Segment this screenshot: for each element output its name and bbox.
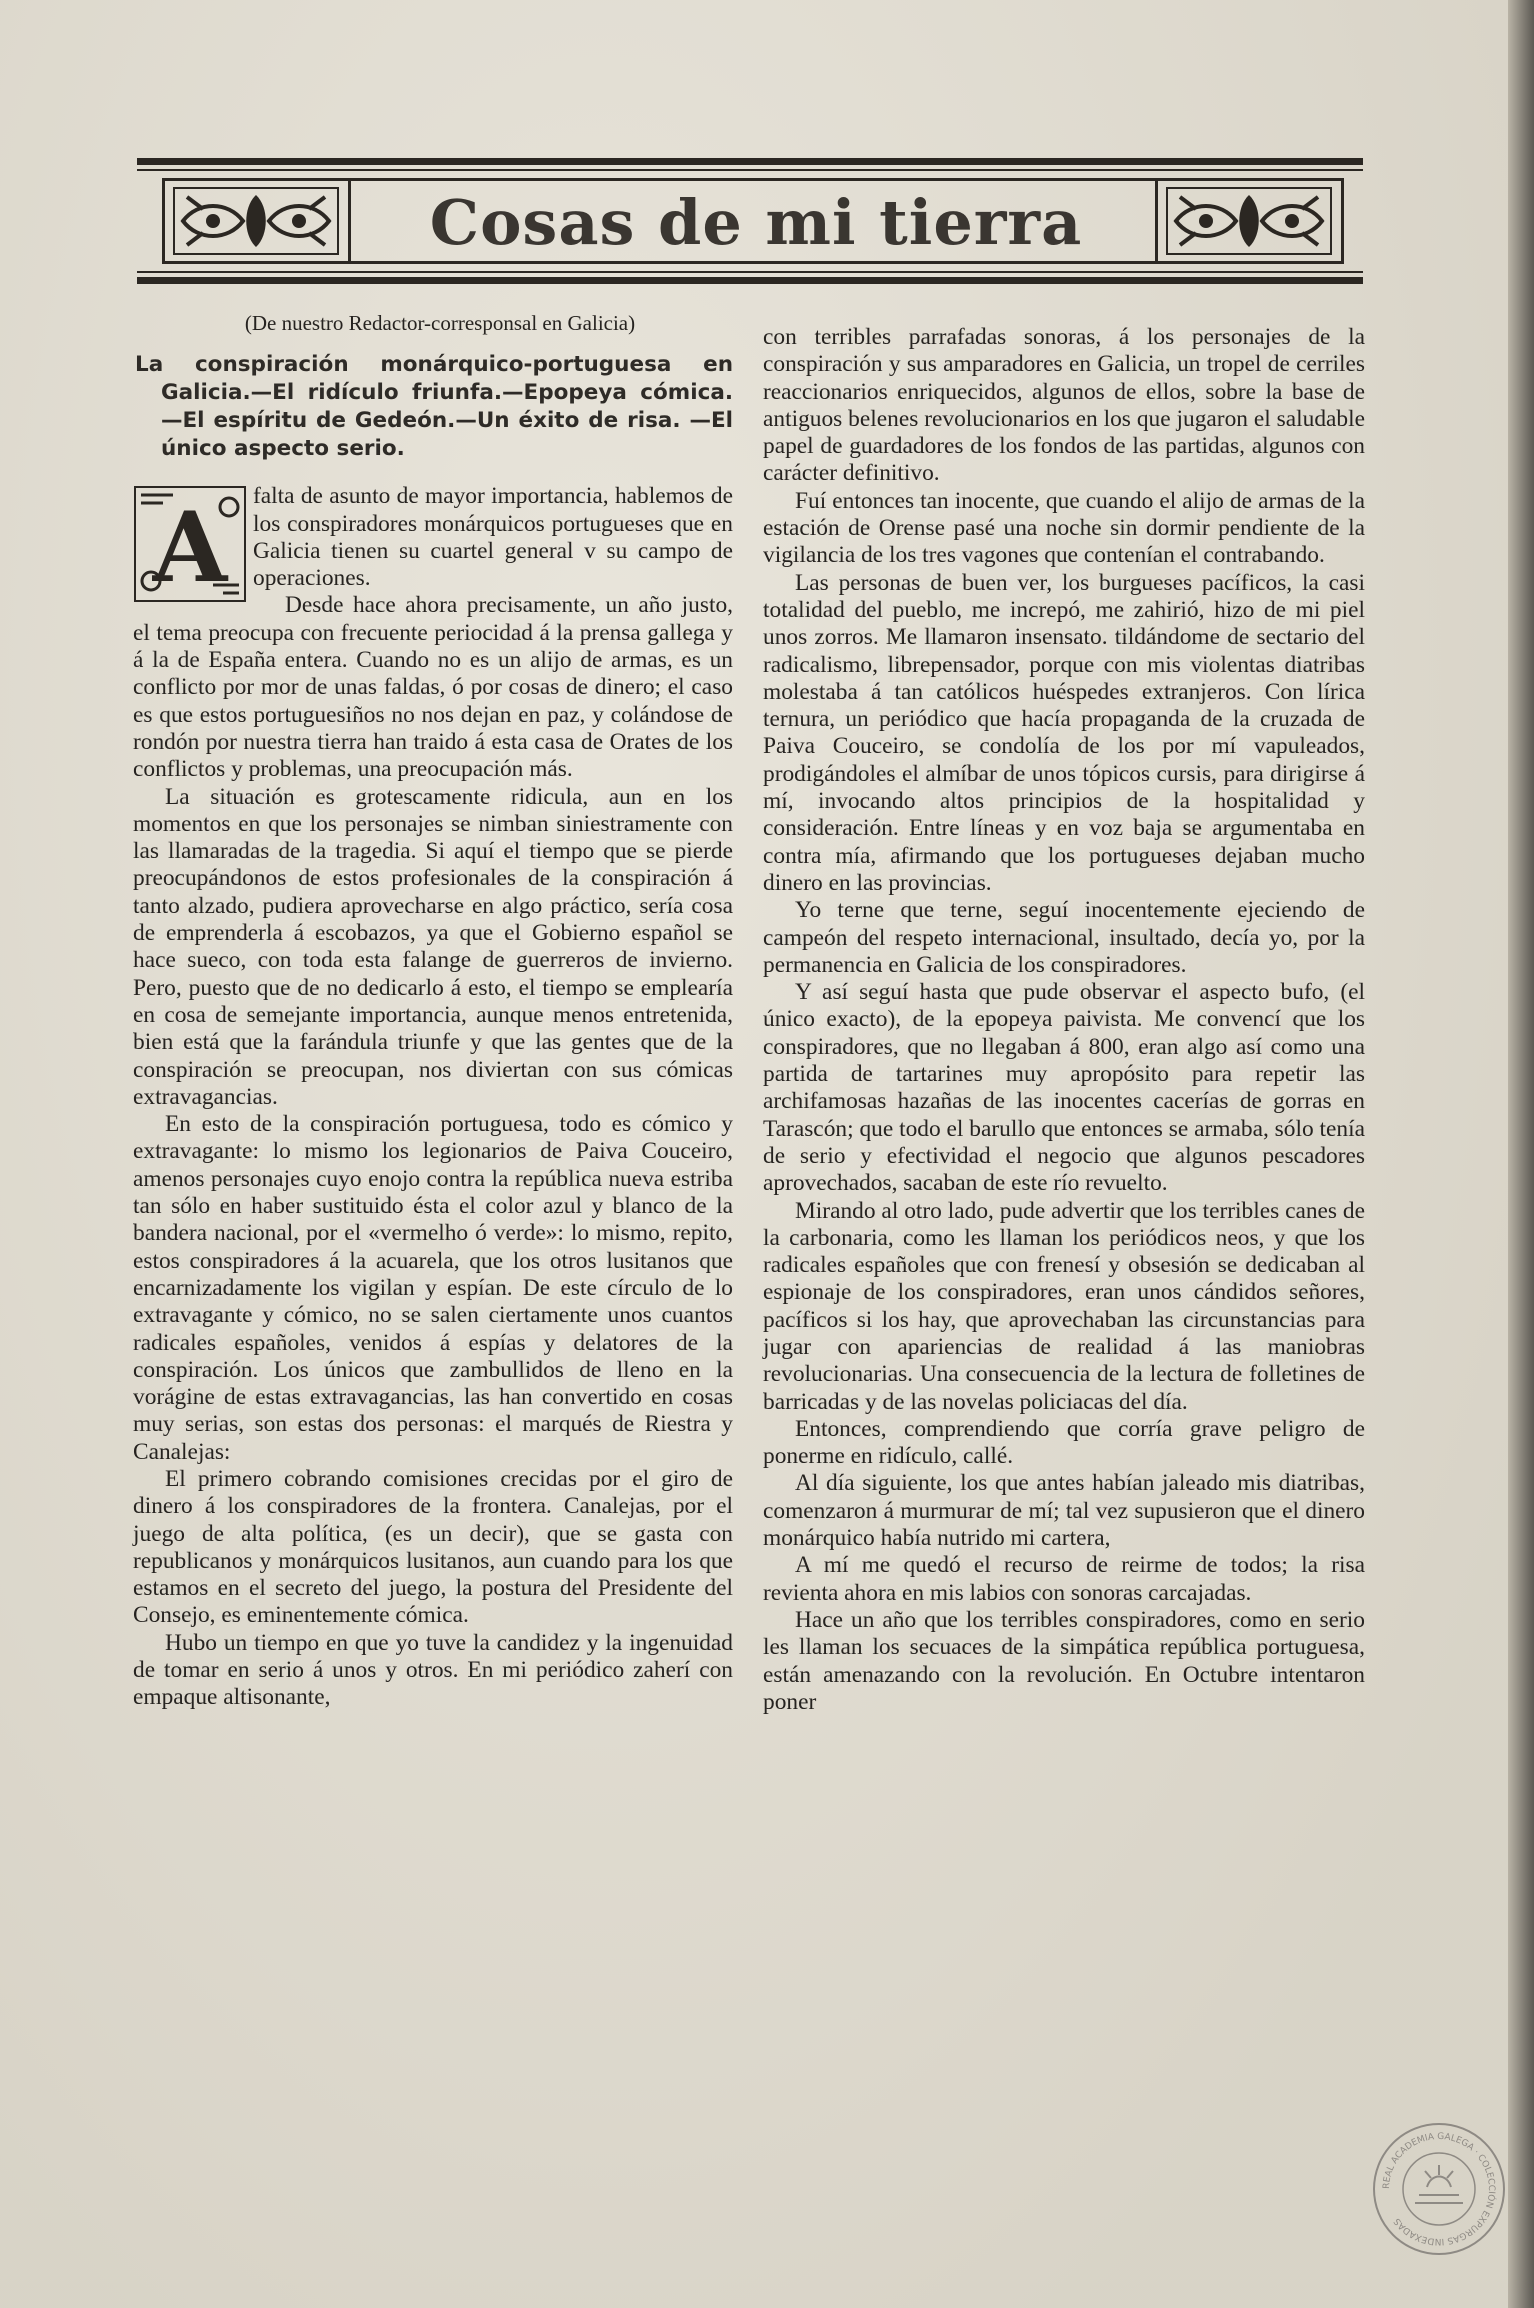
- paragraph: Hubo un tiempo en que yo tuve la candidez y la ingenuidad de tomar en serio á unos y otros. En mi periódico zaherí con empaque altisonante,: [133, 1629, 733, 1711]
- banner-rule-top-thick: [137, 158, 1363, 165]
- banner-rule-top-thin: [137, 169, 1363, 171]
- stamp-text: REAL ACADEMIA GALEGA · COLECCIÓN EXPURGAS INDEXADAS: [1381, 2131, 1497, 2247]
- left-column: [133, 310, 733, 1712]
- paragraph: Y así seguí hasta que pude observar el aspecto bufo, (el único exacto), de la epopeya paivista. Me convencí que los conspiradores, que no llegaban á 800, eran algo así como una partida de tartarines muy apropósito para repetir las archifamosas hazañas de las inocentes cacerías de gorras en Tarascón; que todo el barullo que entonces se armaba, sólo tenía de serio y efectividad el negocio que algunos pescadores aprovechados, sacaban de este río revuelto.: [763, 979, 1365, 1197]
- library-stamp-icon: [1373, 2123, 1505, 2255]
- ornament-right-icon: [1155, 181, 1341, 261]
- title-banner: [137, 158, 1363, 286]
- paragraph: Yo terne que terne, seguí inocentemente ejeciendo de campeón del respeto internacional, insultado, decía yo, por la permanencia en Galicia de los conspiradores.: [763, 897, 1365, 978]
- banner-frame: [162, 178, 1344, 264]
- banner-rule-bottom-thick: [137, 277, 1363, 284]
- dropcap-letter: A: [152, 491, 228, 604]
- page-edge: [1508, 0, 1534, 2308]
- paragraph: La situación es grotescamente ridicula, aun en los momentos en que los personajes se nimban siniestramente con las llamaradas de la tragedia. Si aquí el tiempo que se pierde preocupándonos de estos profesionales de la conspiración á tanto alzado, pudiera aprovecharse en algo práctico, sería cosa de emprenderla á escobazos, ya que el Gobierno español se hace sueco, con toda esta falange de guerreros de invierno. Pero, puesto que de no dedicarlo á esto, el tiempo se emplearía en cosa de semejante importancia, aunque menos entretenida, bien está que la farándula triunfe y que las gentes que de la conspiración se preocupan, nos diviertan con sus cómicas extravagancias.: [133, 783, 733, 1110]
- paragraph: con terribles parrafadas sonoras, á los personajes de la conspiración y sus amparadores en Galicia, un tropel de cerriles reaccionarios enriquecidos, algunos de ellos, sobre la base de antiguos belenes revolucionarios en los que jugaron el saludable papel de guardadores de los fondos de las partidas, algunos con carácter definitivo.: [763, 324, 1365, 487]
- paragraph: Hace un año que los terribles conspiradores, como en serio les llaman los secuaces de la simpática república portuguesa, están amenazando con la revolución. En Octubre intentaron poner: [763, 1606, 1365, 1715]
- lead-text: falta de asunto de mayor importancia, hablemos de los conspiradores monárquicos portugueses que en Galicia tienen su cuartel general v su campo de operaciones.: [253, 483, 733, 592]
- svg-text:REAL ACADEMIA GALEGA · COLECCI: [1382, 2132, 1498, 2246]
- paragraph: Mirando al otro lado, pude advertir que los terribles canes de la carbonaria, como les llaman los periódicos neos, y que los radicales españoles que con frenesí y obsesión se dedicaban al espionaje de los conspiradores, eran unos cándidos señores, pacíficos si los hay, que aprovechaban las circunstancias para jugar con apariencias de realidad á las maniobras revolucionarias. Una consecuencia de la lectura de folletines de barricadas y de las novelas policiacas del día.: [763, 1197, 1365, 1415]
- lead-paragraph: [133, 483, 733, 604]
- article-subtitle: La conspiración monárquico-portuguesa en Galicia.—El ridículo friunfa.—Epopeya cómica.—El espíritu de Gedeón.—Un éxito de risa. —El único aspecto serio.: [135, 352, 733, 462]
- paragraph: Entonces, comprendiendo que corría grave peligro de ponerme en ridículo, callé.: [763, 1415, 1365, 1470]
- paragraph: El primero cobrando comisiones crecidas por el giro de dinero á los conspiradores de la frontera. Canalejas, por el juego de alta política, (es un decir), que se gasta con republicanos y monárquicos lusitanos, aun cuando para los que estamos en el secreto del juego, la postura del Presidente del Consejo, es eminentemente cómica.: [133, 1465, 733, 1629]
- banner-rule-bottom-thin: [137, 271, 1363, 273]
- paragraph: Fuí entonces tan inocente, que cuando el alijo de armas de la estación de Orense pasé una noche sin dormir pendiente de la vigilancia de los tres vagones que contenían el contrabando.: [763, 487, 1365, 569]
- paragraph: Las personas de buen ver, los burgueses pacíficos, la casi totalidad del pueblo, me increpó, me zahirió, hizo de mi piel unos zorros. Me llamaron insensato. tildándome de sectario del radicalismo, librepensador, porque con mis violentas diatribas molestaba á tan católicos huéspedes extranjeros. Con lírica ternura, un periódico que hacía propaganda de la cruzada de Paiva Couceiro, se condolía de los por mí vapuleados, prodigándoles el almíbar de unos tópicos cursis, para dirigirse á mí, invocando altos principios de la hospitalidad y consideración. Entre líneas y en voz baja se argumentaba en contra mía, afirmando que los portugueses dejaban mucho dinero en las provincias.: [763, 569, 1365, 896]
- paragraph: En esto de la conspiración portuguesa, todo es cómico y extravagante: lo mismo los legionarios de Paiva Couceiro, amenos personajes cuyo enojo contra la república nueva estriba tan sólo en haber sustituido ésta el color azul y blanco de la bandera nacional, por el «vermelho ó verde»: lo mismo, repito, estos conspiradores á la acuarela, que los otros lusitanos que encarnizadamente los vigilan y espían. De este círculo de lo extravagante y cómico, no se salen ciertamente unos cuantos radicales españoles, venidos á espías y delatores de la conspiración. Los únicos que zambullidos de lleno en la vorágine de estas extravagancias, las han convertido en cosas muy serias, son estas dos personas: el marqués de Riestra y Canalejas:: [133, 1111, 733, 1465]
- page-title: Cosas de mi tierra: [429, 186, 1083, 259]
- paragraph: Al día siguiente, los que antes habían jaleado mis diatribas, comenzaron á murmurar de mí; tal vez supusieron que el dinero monárquico había nutrido mi cartera,: [763, 1470, 1365, 1552]
- paragraph: A mí me quedó el recurso de reirme de todos; la risa revienta ahora en mis labios con sonoras carcajadas.: [763, 1552, 1365, 1606]
- ornament-left-icon: [165, 181, 351, 261]
- right-column: [763, 324, 1365, 1716]
- paragraph: Desde hace ahora precisamente, un año justo, el tema preocupa con frecuente periocidad á la prensa gallega y á la de España entera. Cuando no es un alijo de armas, es un conflicto por mor de unas faldas, ó por cosas de dinero; el caso es que estos portuguesiños no nos dejan en paz, y colándose de rondón por nuestra tierra han traido á esta casa de Orates de los conflictos y problemas, una preocupación más.: [133, 592, 733, 783]
- byline: (De nuestro Redactor-corresponsal en Galicia): [244, 311, 636, 335]
- dropcap-ornament: [133, 485, 247, 603]
